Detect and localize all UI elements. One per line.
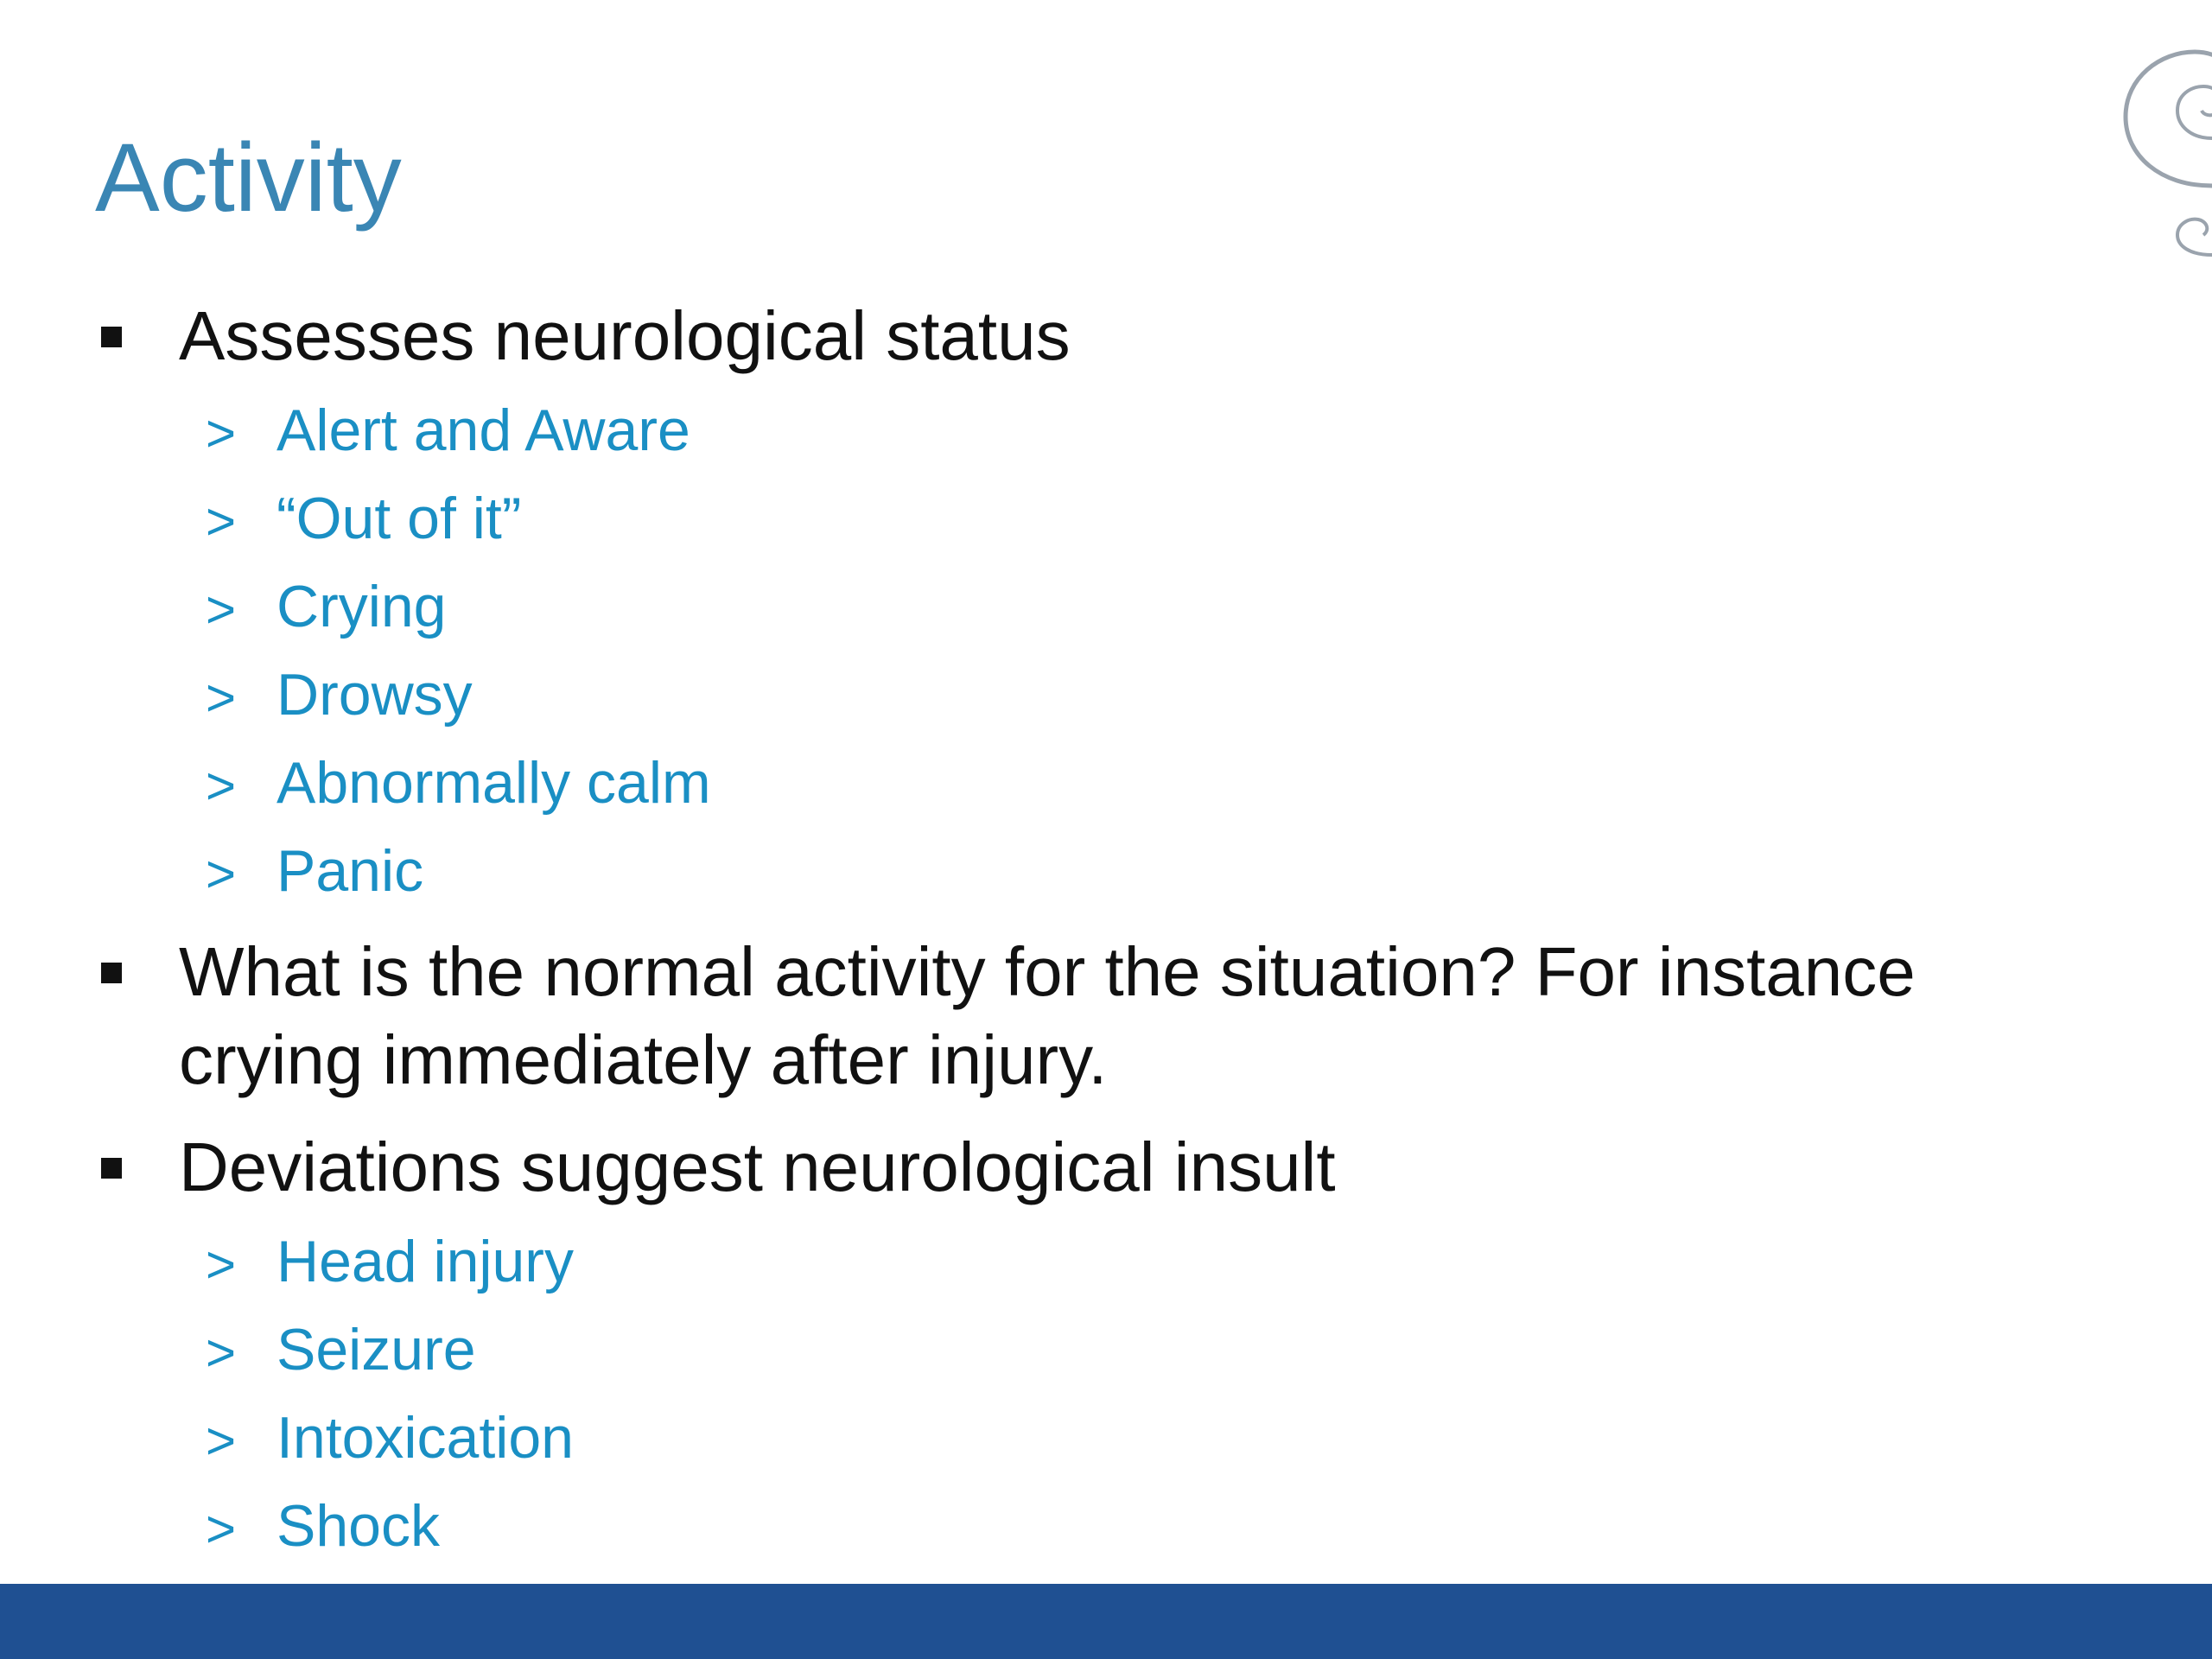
sub-item [206,660,473,729]
chevron-right-icon: > [206,669,237,727]
chevron-right-icon: > [206,1324,237,1382]
chevron-right-icon: > [206,1500,237,1558]
footer-bar [0,1584,2212,1659]
sub-item-text: Drowsy [276,662,473,728]
square-bullet-icon [101,1158,122,1179]
sub-item [206,1315,476,1384]
sub-item [206,1227,574,1296]
sub-item-text: Panic [276,838,424,904]
square-bullet-icon [101,963,122,983]
sub-item [206,1403,574,1472]
bullet-text: Assesses neurological status [179,297,1071,374]
bullet-item [99,292,2087,380]
square-bullet-icon [101,327,122,347]
chevron-right-icon: > [206,845,237,903]
chevron-right-icon: > [206,404,237,462]
chevron-right-icon: > [206,581,237,639]
sub-item-text: Alert and Aware [276,397,690,463]
sub-item [206,748,711,817]
sub-item-text: Seizure [276,1317,476,1382]
sub-item-text: Intoxication [276,1405,574,1471]
sub-item-text: Shock [276,1493,440,1559]
bullet-item [99,928,2087,1104]
swirl-icon [2108,35,2212,268]
sub-item-text: “Out of it” [276,486,522,551]
sub-item [206,1491,440,1560]
sub-item [206,572,447,641]
sub-item-text: Crying [276,574,447,639]
slide-title: Activity [95,124,402,232]
sub-item-text: Head injury [276,1229,574,1294]
chevron-right-icon: > [206,493,237,550]
sub-item [206,836,423,906]
sub-item [206,484,521,553]
chevron-right-icon: > [206,1412,237,1470]
bullet-text: Deviations suggest neurological insult [179,1128,1336,1205]
chevron-right-icon: > [206,1236,237,1294]
chevron-right-icon: > [206,757,237,815]
bullet-text: What is the normal activity for the situation? For instance crying immediately after injury. [179,933,1916,1098]
sub-item [206,396,690,465]
sub-item-text: Abnormally calm [276,750,711,816]
bullet-item [99,1123,2087,1211]
